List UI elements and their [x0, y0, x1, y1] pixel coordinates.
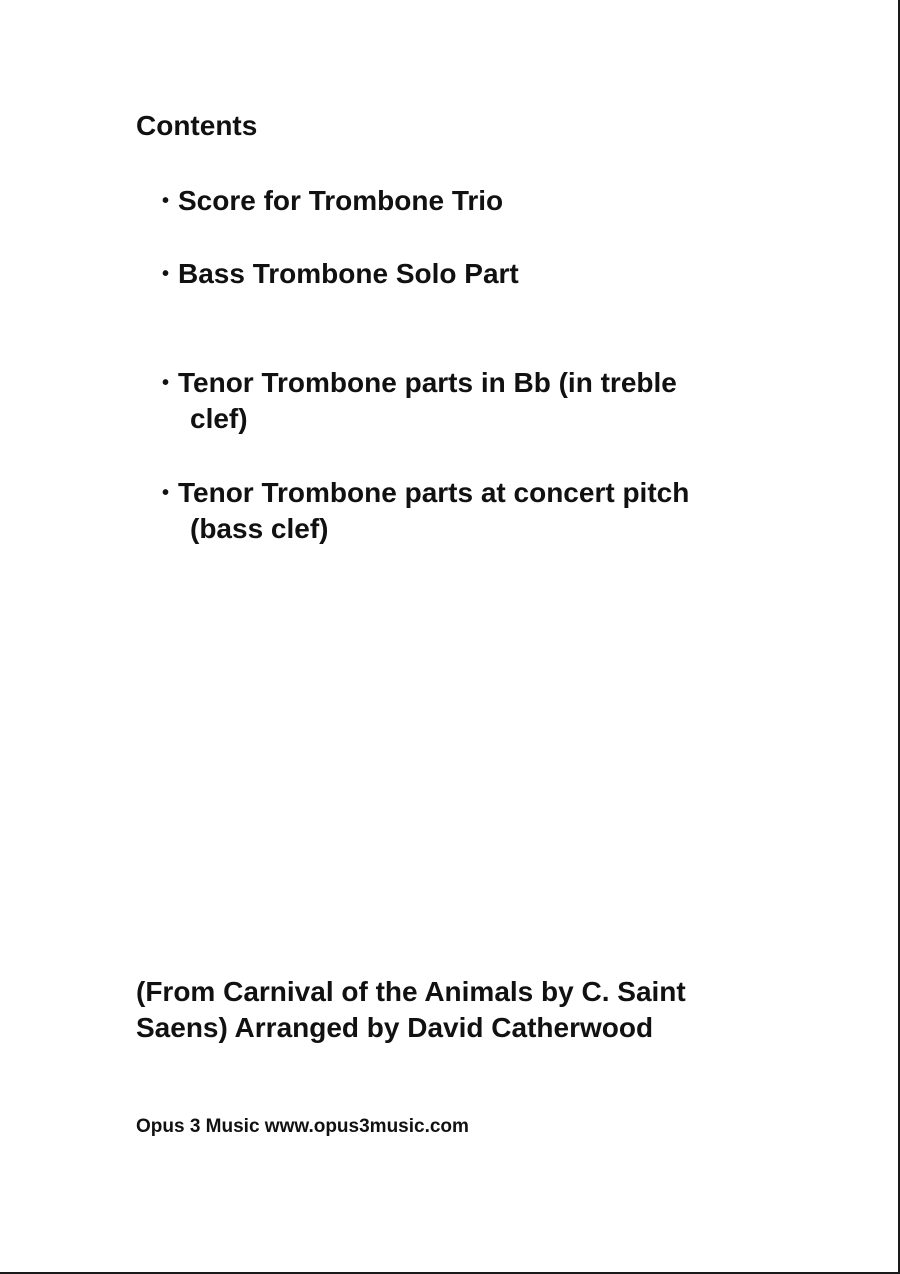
contents-item-line-continued: clef) [190, 403, 248, 434]
contents-item-line: Score for Trombone Trio [178, 185, 504, 216]
credit-line-2: Saens) Arranged by David Catherwood [136, 1012, 654, 1043]
bullet-icon: • [162, 372, 170, 394]
contents-item-tenor-treble [162, 365, 782, 437]
contents-item-line: Bass Trombone Solo Part [178, 258, 519, 289]
contents-item-line-continued: (bass clef) [190, 513, 329, 544]
credit-line-1: (From Carnival of the Animals by C. Saint [136, 976, 686, 1007]
contents-item-line: Tenor Trombone parts in Bb (in treble [178, 367, 677, 398]
contents-item-label [178, 475, 782, 547]
bullet-icon: • [162, 263, 170, 285]
contents-item-label [178, 365, 782, 437]
contents-item-score [162, 183, 782, 219]
bullet-icon: • [162, 190, 170, 212]
contents-item-bass-solo [162, 256, 782, 292]
contents-item-label [178, 256, 782, 292]
contents-item-label [178, 183, 782, 219]
bullet-icon: • [162, 482, 170, 504]
contents-item-tenor-bass [162, 475, 782, 547]
arrangement-credit [136, 974, 776, 1046]
contents-heading: Contents [136, 110, 258, 141]
publisher-footer: Opus 3 Music www.opus3music.com [136, 1116, 469, 1137]
contents-item-line: Tenor Trombone parts at concert pitch [178, 477, 690, 508]
